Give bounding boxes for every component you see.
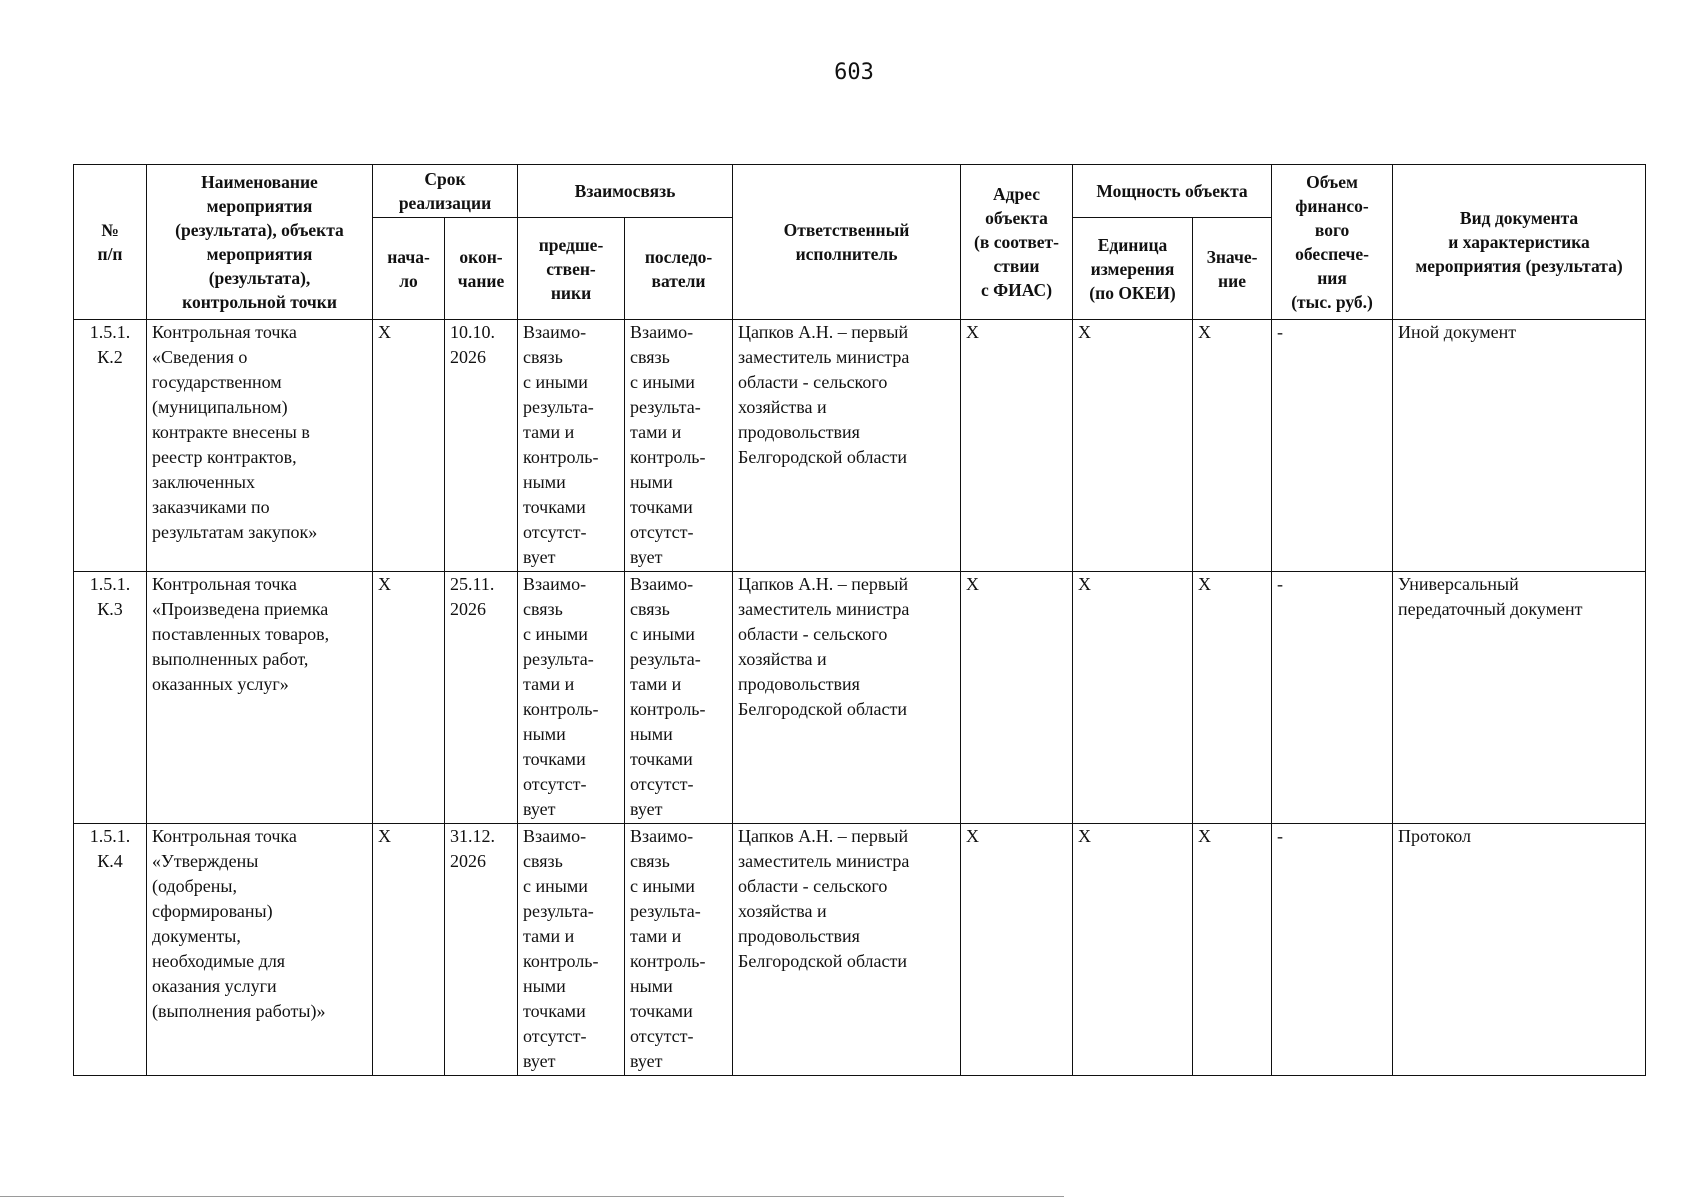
table-row: [74, 824, 1646, 1076]
cell-name: Контрольная точка «Сведения о государственном (муниципальном) контракте внесены в реестр контрактов, заключенных заказчиками по результатам закупок»: [147, 320, 373, 572]
cell-value: X: [1193, 320, 1272, 572]
cell-responsible: Цапков А.Н. – первый заместитель министра области - сельского хозяйства и продовольствия Белгородской области: [733, 824, 961, 1076]
cell-funding: -: [1272, 824, 1393, 1076]
page-number: 603: [834, 60, 874, 85]
header-predecessors: предше- ствен- ники: [518, 218, 625, 320]
header-relation: Взаимосвязь: [518, 165, 733, 218]
cell-responsible: Цапков А.Н. – первый заместитель министра области - сельского хозяйства и продовольствия Белгородской области: [733, 572, 961, 824]
header-start: нача- ло: [373, 218, 445, 320]
header-capacity: Мощность объекта: [1073, 165, 1272, 218]
bottom-divider: [0, 1196, 1064, 1197]
header-doc-type: Вид документа и характеристика мероприятия (результата): [1393, 165, 1646, 320]
header-num: № п/п: [74, 165, 147, 320]
cell-predecessors: Взаимо- связь с иными результа- тами и контроль- ными точками отсутст- вует: [518, 320, 625, 572]
header-unit: Единица измерения (по ОКЕИ): [1073, 218, 1193, 320]
cell-unit: X: [1073, 824, 1193, 1076]
cell-funding: -: [1272, 320, 1393, 572]
header-value: Значе- ние: [1193, 218, 1272, 320]
plan-table: [73, 164, 1646, 1076]
header-end: окон- чание: [445, 218, 518, 320]
cell-unit: X: [1073, 320, 1193, 572]
cell-predecessors: Взаимо- связь с иными результа- тами и контроль- ными точками отсутст- вует: [518, 572, 625, 824]
cell-unit: X: [1073, 572, 1193, 824]
table-header: [74, 165, 1646, 320]
cell-name: Контрольная точка «Утверждены (одобрены, сформированы) документы, необходимые для оказания услуги (выполнения работы)»: [147, 824, 373, 1076]
cell-name: Контрольная точка «Произведена приемка поставленных товаров, выполненных работ, оказанных услуг»: [147, 572, 373, 824]
cell-predecessors: Взаимо- связь с иными результа- тами и контроль- ными точками отсутст- вует: [518, 824, 625, 1076]
table-row: [74, 572, 1646, 824]
cell-num: 1.5.1. К.4: [74, 824, 147, 1076]
header-successors: последо- ватели: [625, 218, 733, 320]
cell-funding: -: [1272, 572, 1393, 824]
cell-end: 31.12. 2026: [445, 824, 518, 1076]
cell-end: 10.10. 2026: [445, 320, 518, 572]
table-row: [74, 320, 1646, 572]
cell-address: X: [961, 824, 1073, 1076]
cell-doc-type: Иной документ: [1393, 320, 1646, 572]
cell-num: 1.5.1. К.2: [74, 320, 147, 572]
cell-num: 1.5.1. К.3: [74, 572, 147, 824]
header-address: Адрес объекта (в соответ- ствии с ФИАС): [961, 165, 1073, 320]
header-period: Срок реализации: [373, 165, 518, 218]
header-funding: Объем финансо- вого обеспече- ния (тыс. руб.): [1272, 165, 1393, 320]
table-body: [74, 320, 1646, 1076]
cell-doc-type: Протокол: [1393, 824, 1646, 1076]
cell-successors: Взаимо- связь с иными результа- тами и контроль- ными точками отсутст- вует: [625, 824, 733, 1076]
cell-start: X: [373, 320, 445, 572]
cell-end: 25.11. 2026: [445, 572, 518, 824]
cell-address: X: [961, 320, 1073, 572]
header-name: Наименование мероприятия (результата), объекта мероприятия (результата), контрольной точки: [147, 165, 373, 320]
cell-doc-type: Универсальный передаточный документ: [1393, 572, 1646, 824]
cell-start: X: [373, 572, 445, 824]
cell-successors: Взаимо- связь с иными результа- тами и контроль- ными точками отсутст- вует: [625, 572, 733, 824]
cell-start: X: [373, 824, 445, 1076]
header-responsible: Ответственный исполнитель: [733, 165, 961, 320]
cell-value: X: [1193, 572, 1272, 824]
cell-address: X: [961, 572, 1073, 824]
cell-responsible: Цапков А.Н. – первый заместитель министра области - сельского хозяйства и продовольствия Белгородской области: [733, 320, 961, 572]
cell-successors: Взаимо- связь с иными результа- тами и контроль- ными точками отсутст- вует: [625, 320, 733, 572]
cell-value: X: [1193, 824, 1272, 1076]
